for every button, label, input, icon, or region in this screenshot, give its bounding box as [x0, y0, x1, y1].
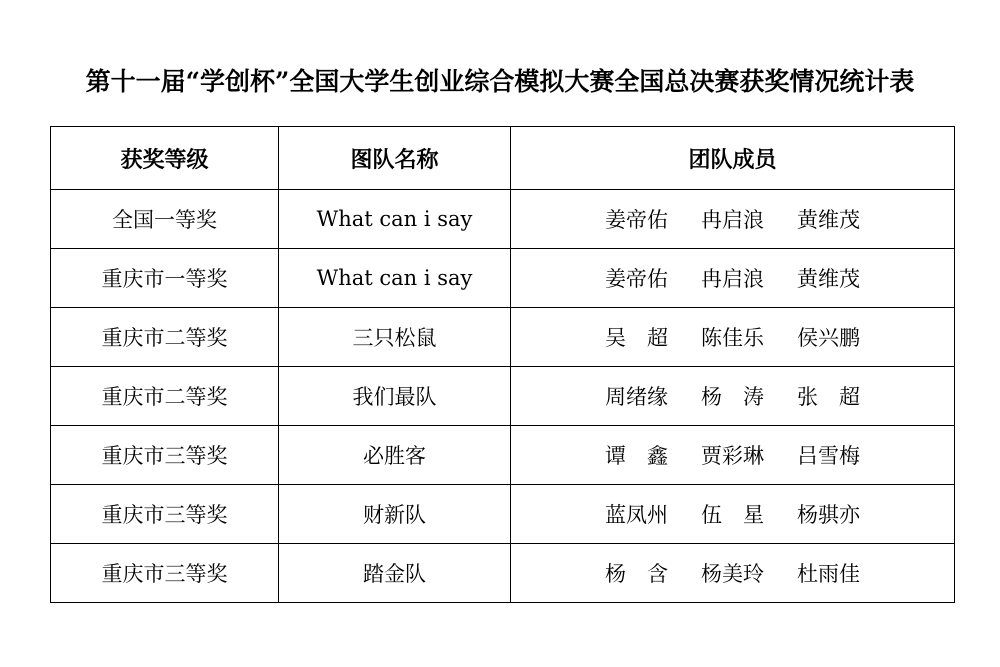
member-name: 周绪缘 — [605, 385, 668, 409]
cell-team-name: 我们最队 — [279, 367, 511, 426]
member-name: 吴 超 — [605, 326, 668, 350]
cell-team-name: 财新队 — [279, 485, 511, 544]
member-name: 杨美玲 — [701, 562, 764, 586]
cell-award-level: 重庆市三等奖 — [51, 485, 279, 544]
cell-team-members — [511, 544, 955, 603]
cell-team-name: 必胜客 — [279, 426, 511, 485]
table-header-row — [51, 127, 955, 190]
cell-award-level: 重庆市二等奖 — [51, 308, 279, 367]
member-name: 贾彩琳 — [701, 444, 764, 468]
member-name: 黄维茂 — [797, 208, 860, 232]
table-row — [51, 544, 955, 603]
cell-award-level: 重庆市三等奖 — [51, 426, 279, 485]
member-name: 谭 鑫 — [605, 444, 668, 468]
table-body — [51, 190, 955, 603]
member-name: 吕雪梅 — [797, 444, 860, 468]
member-name: 杨 涛 — [701, 385, 764, 409]
member-name: 冉启浪 — [701, 267, 764, 291]
member-name: 侯兴鹏 — [797, 326, 860, 350]
member-name: 杨 含 — [605, 562, 668, 586]
member-name: 蓝凤州 — [605, 503, 668, 527]
cell-team-members — [511, 485, 955, 544]
cell-award-level: 重庆市一等奖 — [51, 249, 279, 308]
member-name: 陈佳乐 — [701, 326, 764, 350]
cell-award-level: 重庆市三等奖 — [51, 544, 279, 603]
cell-team-members — [511, 426, 955, 485]
cell-team-members — [511, 308, 955, 367]
cell-award-level: 全国一等奖 — [51, 190, 279, 249]
column-header-members: 团队成员 — [511, 127, 955, 190]
table-header — [51, 127, 955, 190]
cell-team-members — [511, 190, 955, 249]
column-header-team: 图队名称 — [279, 127, 511, 190]
award-table — [50, 126, 955, 603]
member-name: 黄维茂 — [797, 267, 860, 291]
column-header-level: 获奖等级 — [51, 127, 279, 190]
cell-team-members — [511, 249, 955, 308]
member-name: 张 超 — [797, 385, 860, 409]
table-row — [51, 308, 955, 367]
cell-team-name: 踏金队 — [279, 544, 511, 603]
member-name: 姜帝佑 — [605, 208, 668, 232]
member-name: 姜帝佑 — [605, 267, 668, 291]
member-name: 杨骐亦 — [797, 503, 860, 527]
member-name: 伍 星 — [701, 503, 764, 527]
cell-team-members — [511, 367, 955, 426]
table-row — [51, 249, 955, 308]
table-row — [51, 190, 955, 249]
table-row — [51, 485, 955, 544]
cell-team-name: 三只松鼠 — [279, 308, 511, 367]
page-title: 第十一届“学创杯”全国大学生创业综合模拟大赛全国总决赛获奖情况统计表 — [85, 67, 915, 96]
table-row — [51, 426, 955, 485]
table-row — [51, 367, 955, 426]
award-table-container — [50, 126, 954, 603]
cell-team-name: What can i say — [279, 249, 511, 308]
cell-team-name: What can i say — [279, 190, 511, 249]
member-name: 冉启浪 — [701, 208, 764, 232]
cell-award-level: 重庆市二等奖 — [51, 367, 279, 426]
member-name: 杜雨佳 — [797, 562, 860, 586]
